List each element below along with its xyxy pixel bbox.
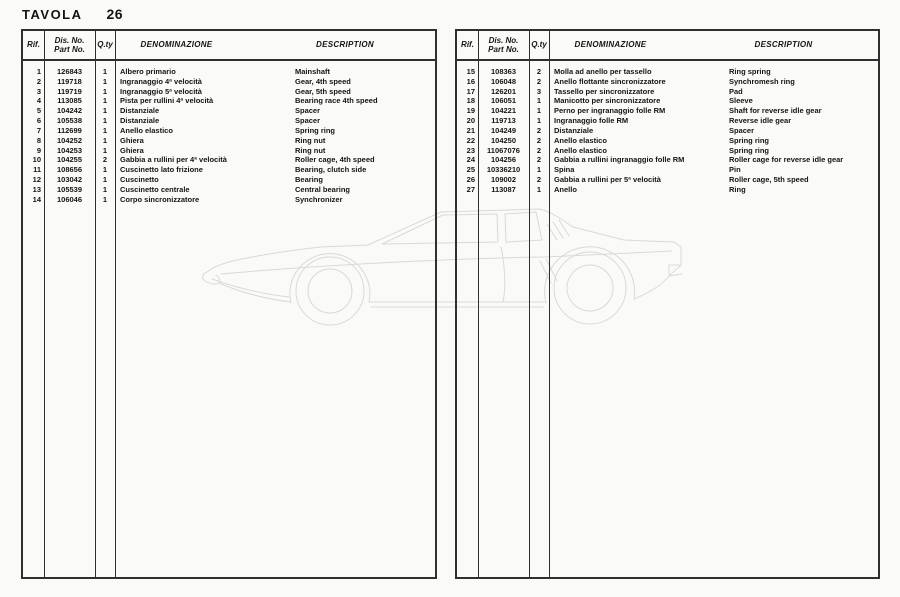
qty-cell: 2 (536, 155, 542, 165)
denominazione-cell: Cuscinetto centrale (120, 184, 190, 194)
denominazione-cell: Distanziale (554, 125, 594, 135)
rif-cell: 25 (466, 165, 475, 175)
part-number-cell: 106046 (56, 194, 83, 204)
column-separator (44, 31, 45, 577)
table-row (23, 106, 435, 116)
part-number-cell: 11067076 (487, 145, 520, 155)
part-number-cell: 105538 (56, 116, 83, 126)
description-cell: Ring (729, 184, 746, 194)
page-title: TAVOLA (22, 7, 83, 22)
denominazione-cell: Anello elastico (120, 125, 173, 135)
table-row (457, 87, 878, 97)
denominazione-cell: Ghiera (120, 145, 144, 155)
header-part-no: Dis. No. Part No. (54, 35, 85, 54)
rif-cell: 9 (36, 145, 41, 155)
qty-cell: 1 (102, 76, 108, 86)
table-body (23, 61, 435, 204)
qty-cell: 2 (536, 135, 542, 145)
table-row (23, 185, 435, 195)
part-number-cell: 108363 (490, 67, 517, 76)
parts-table-right (455, 29, 880, 579)
description-cell: Gear, 5th speed (295, 86, 351, 96)
rif-cell: 15 (466, 67, 475, 76)
description-cell: Synchronizer (295, 194, 343, 204)
denominazione-cell: Anello (554, 184, 577, 194)
part-number-cell: 104249 (490, 125, 517, 135)
rif-cell: 1 (36, 67, 41, 76)
description-cell: Roller cage, 5th speed (729, 174, 809, 184)
table-row (23, 136, 435, 146)
column-separator (95, 31, 96, 577)
qty-cell: 2 (102, 155, 108, 165)
part-number-cell: 103042 (56, 174, 83, 184)
part-number-cell: 104253 (56, 145, 83, 155)
denominazione-cell: Manicotto per sincronizzatore (554, 96, 661, 106)
description-cell: Ring nut (295, 145, 326, 155)
part-number-cell: 104242 (56, 106, 83, 116)
header-rif: Rif. (461, 40, 474, 50)
description-cell: Sleeve (729, 96, 753, 106)
qty-cell: 1 (102, 96, 108, 106)
table-row (457, 185, 878, 195)
description-cell: Reverse idle gear (729, 116, 792, 126)
denominazione-cell: Molla ad anello per tassello (554, 67, 652, 76)
part-number-cell: 113087 (491, 184, 516, 194)
table-row (23, 165, 435, 175)
table-row (23, 195, 435, 205)
denominazione-cell: Distanziale (120, 116, 160, 126)
rif-cell: 3 (36, 86, 41, 96)
part-number-cell: 126201 (490, 86, 517, 96)
part-number-cell: 104252 (56, 135, 83, 145)
description-cell: Roller cage, 4th speed (295, 155, 375, 165)
qty-cell: 1 (102, 194, 108, 204)
table-row (457, 116, 878, 126)
header-description: DESCRIPTION (316, 40, 374, 50)
rif-cell: 13 (32, 184, 41, 194)
rif-cell: 10 (32, 155, 41, 165)
rif-cell: 24 (466, 155, 475, 165)
qty-cell: 1 (536, 165, 542, 175)
denominazione-cell: Cuscinetto (120, 174, 159, 184)
denominazione-cell: Gabbia a rullini ingranaggio folle RM (554, 155, 685, 165)
description-cell: Spacer (729, 125, 755, 135)
part-number-cell: 104256 (490, 155, 517, 165)
description-cell: Pin (729, 165, 741, 175)
qty-cell: 1 (102, 67, 108, 76)
qty-cell: 3 (536, 86, 542, 96)
page-header (22, 6, 123, 22)
table-row (23, 155, 435, 165)
qty-cell: 2 (536, 145, 542, 155)
part-number-cell: 104221 (490, 106, 517, 116)
table-row (457, 146, 878, 156)
table-row (23, 126, 435, 136)
description-cell: Spring ring (729, 135, 769, 145)
denominazione-cell: Ingranaggio 5ª velocità (120, 86, 202, 96)
rif-cell: 7 (36, 125, 41, 135)
qty-cell: 1 (102, 116, 108, 126)
description-cell: Pad (729, 86, 743, 96)
table-row (457, 106, 878, 116)
part-number-cell: 105539 (56, 184, 83, 194)
table-row (23, 67, 435, 77)
qty-cell: 1 (536, 96, 542, 106)
column-separator (478, 31, 479, 577)
qty-cell: 1 (536, 116, 542, 126)
description-cell: Bearing (295, 174, 323, 184)
table-row (457, 77, 878, 87)
table-row (457, 136, 878, 146)
header-qty: Q.ty (531, 40, 547, 50)
denominazione-cell: Anello elastico (554, 135, 607, 145)
qty-cell: 1 (536, 106, 542, 116)
denominazione-cell: Gabbia a rullini per 5ª velocità (554, 174, 661, 184)
table-row (457, 126, 878, 136)
table-row (23, 96, 435, 106)
table-row (23, 87, 435, 97)
description-cell: Shaft for reverse idle gear (729, 106, 822, 116)
description-cell: Synchromesh ring (729, 76, 795, 86)
table-row (457, 165, 878, 175)
rif-cell: 18 (466, 96, 475, 106)
denominazione-cell: Tassello per sincronizzatore (554, 86, 655, 96)
qty-cell: 1 (102, 174, 108, 184)
description-cell: Roller cage for reverse idle gear (729, 155, 844, 165)
denominazione-cell: Corpo sincronizzatore (120, 194, 200, 204)
table-body (457, 61, 878, 195)
rif-cell: 26 (466, 174, 475, 184)
table-row (23, 77, 435, 87)
table-header-row (23, 31, 435, 61)
qty-cell: 1 (102, 125, 108, 135)
header-denominazione: DENOMINAZIONE (574, 40, 647, 50)
rif-cell: 14 (32, 194, 41, 204)
table-row (457, 67, 878, 77)
rif-cell: 11 (33, 165, 41, 175)
column-separator (549, 31, 550, 577)
column-separator (529, 31, 530, 577)
part-number-cell: 108656 (56, 165, 83, 175)
denominazione-cell: Ingranaggio folle RM (554, 116, 629, 126)
column-separator (115, 31, 116, 577)
qty-cell: 1 (102, 86, 108, 96)
page-number: 26 (106, 6, 124, 22)
table-row (23, 175, 435, 185)
denominazione-cell: Cuscinetto lato frizione (120, 165, 203, 175)
denominazione-cell: Anello flottante sincronizzatore (554, 76, 666, 86)
qty-cell: 2 (536, 125, 542, 135)
parts-table-left (21, 29, 437, 579)
part-number-cell: 119718 (57, 76, 82, 86)
denominazione-cell: Spina (554, 165, 575, 175)
rif-cell: 4 (36, 96, 41, 106)
qty-cell: 1 (102, 106, 108, 116)
rif-cell: 27 (466, 184, 475, 194)
qty-cell: 2 (536, 67, 542, 76)
denominazione-cell: Albero primario (120, 67, 176, 76)
description-cell: Gear, 4th speed (295, 76, 351, 86)
part-number-cell: 113085 (57, 96, 82, 106)
denominazione-cell: Gabbia a rullini per 4ª velocità (120, 155, 227, 165)
table-row (457, 96, 878, 106)
description-cell: Bearing, clutch side (295, 165, 367, 175)
denominazione-cell: Distanziale (120, 106, 160, 116)
rif-cell: 12 (32, 174, 41, 184)
table-row (457, 155, 878, 165)
part-number-cell: 112699 (57, 125, 82, 135)
part-number-cell: 119713 (491, 116, 516, 126)
header-denominazione: DENOMINAZIONE (140, 40, 213, 50)
qty-cell: 1 (102, 184, 108, 194)
part-number-cell: 104255 (56, 155, 83, 165)
qty-cell: 2 (536, 76, 542, 86)
denominazione-cell: Pista per rullini 4ª velocità (120, 96, 214, 106)
description-cell: Spacer (295, 106, 321, 116)
description-cell: Ring spring (729, 67, 771, 76)
table-header-row (457, 31, 878, 61)
description-cell: Bearing race 4th speed (295, 96, 378, 106)
part-number-cell: 106051 (490, 96, 517, 106)
part-number-cell: 109002 (490, 174, 517, 184)
part-number-cell: 104250 (490, 135, 517, 145)
rif-cell: 16 (466, 76, 475, 86)
description-cell: Spring ring (729, 145, 769, 155)
header-qty: Q.ty (97, 40, 113, 50)
rif-cell: 8 (36, 135, 41, 145)
table-row (23, 116, 435, 126)
header-rif: Rif. (27, 40, 40, 50)
description-cell: Ring nut (295, 135, 326, 145)
rif-cell: 5 (36, 106, 41, 116)
part-number-cell: 10336210 (486, 165, 521, 175)
denominazione-cell: Anello elastico (554, 145, 607, 155)
part-number-cell: 119719 (57, 86, 82, 96)
rif-cell: 22 (466, 135, 475, 145)
qty-cell: 1 (536, 184, 542, 194)
description-cell: Spring ring (295, 125, 335, 135)
qty-cell: 1 (102, 145, 108, 155)
qty-cell: 2 (536, 174, 542, 184)
part-number-cell: 126843 (56, 67, 83, 76)
qty-cell: 1 (102, 165, 108, 175)
table-row (457, 175, 878, 185)
part-number-cell: 106048 (490, 76, 517, 86)
denominazione-cell: Ingranaggio 4ª velocità (120, 76, 202, 86)
description-cell: Spacer (295, 116, 321, 126)
rif-cell: 19 (466, 106, 475, 116)
header-part-no: Dis. No. Part No. (488, 35, 519, 54)
denominazione-cell: Ghiera (120, 135, 144, 145)
rif-cell: 21 (466, 125, 475, 135)
table-row (23, 146, 435, 156)
rif-cell: 17 (466, 86, 475, 96)
description-cell: Central bearing (295, 184, 351, 194)
header-description: DESCRIPTION (754, 40, 813, 50)
qty-cell: 1 (102, 135, 108, 145)
denominazione-cell: Perno per ingranaggio folle RM (554, 106, 666, 116)
rif-cell: 2 (36, 76, 41, 86)
rif-cell: 23 (466, 145, 475, 155)
rif-cell: 20 (466, 116, 475, 126)
description-cell: Mainshaft (295, 67, 331, 76)
rif-cell: 6 (36, 116, 41, 126)
